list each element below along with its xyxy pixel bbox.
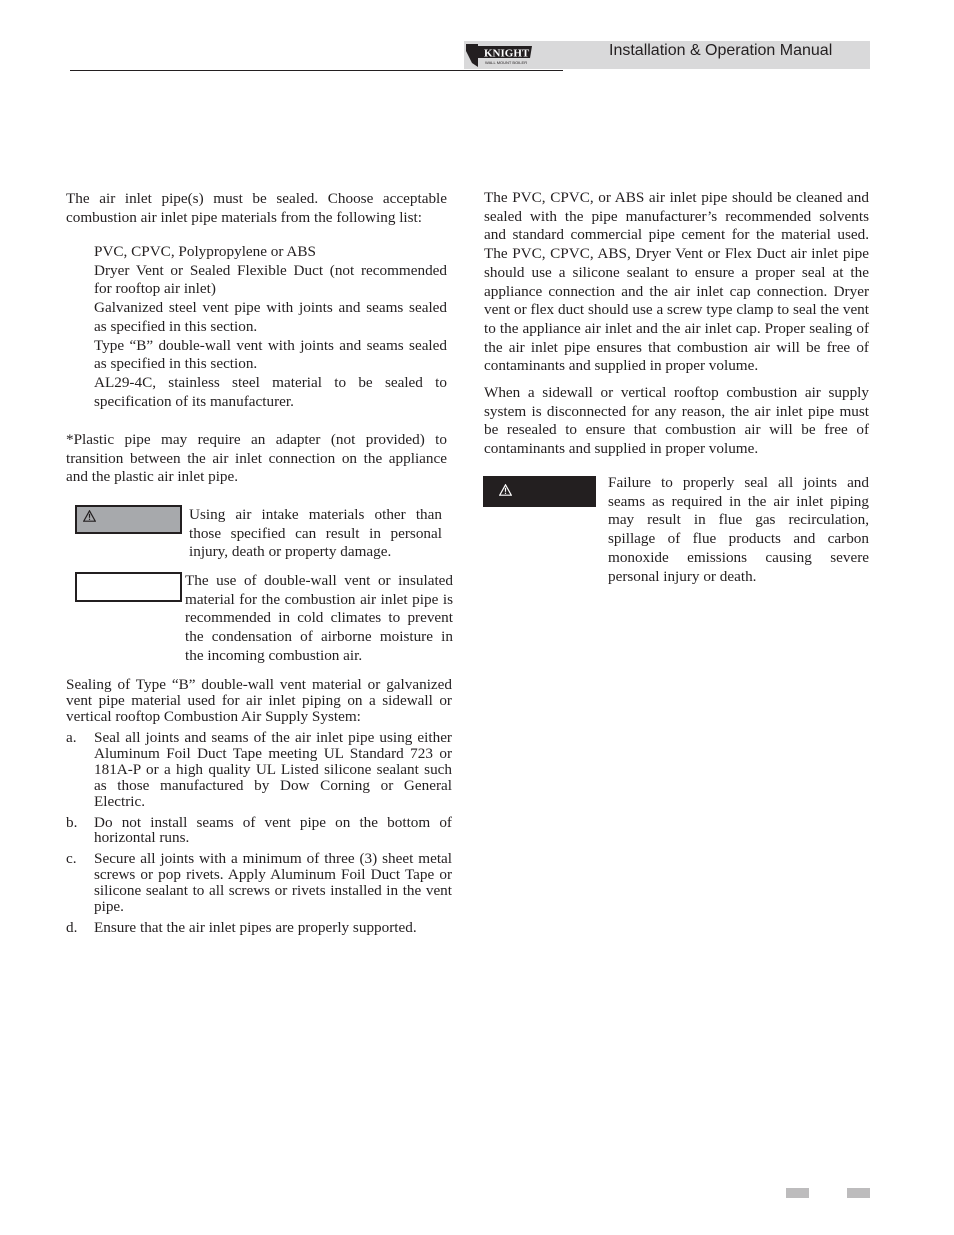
- warning-triangle-icon: [83, 510, 96, 522]
- intro-paragraph: The air inlet pipe(s) must be sealed. Choose acceptable combustion air inlet pipe materials from the following list:: [66, 190, 447, 226]
- sealing-paragraph: The PVC, CPVC, or ABS air inlet pipe should be cleaned and sealed with the pipe manufacturer’s recommended solvents and standard commercial pipe cement for the material used. The PVC, CPVC, ABS, Dryer Vent or Flex Duct air inlet pipe should use a silicone sealant to ensure a proper seal at the appliance connection and the air inlet cap connection. Dryer vent or flex duct should use a screw type clamp to seal the vent to the appliance air inlet and the air inlet cap. Proper sealing of the air inlet pipe ensures that combustion air will be free of contaminants and supplied in proper volume.: [484, 189, 869, 375]
- plastic-pipe-note: *Plastic pipe may require an adapter (not provided) to transition between the air inlet connection on the appliance and the plastic air inlet pipe.: [66, 431, 447, 486]
- caution-badge: [75, 505, 182, 534]
- step-item: [66, 920, 452, 936]
- list-item: Dryer Vent or Sealed Flexible Duct (not recommended for rooftop air inlet): [94, 261, 447, 298]
- step-text: Ensure that the air inlet pipes are properly supported.: [94, 918, 417, 936]
- step-letter: a.: [66, 729, 77, 746]
- step-letter: d.: [66, 918, 78, 936]
- step-item: [66, 730, 452, 810]
- list-item: PVC, CPVC, Polypropylene or ABS: [94, 243, 316, 260]
- step-text: Do not install seams of vent pipe on the bottom of horizontal runs.: [94, 813, 452, 847]
- logo-wordmark: KNIGHT: [484, 47, 530, 60]
- knight-logo: [464, 41, 536, 69]
- list-item: Galvanized steel vent pipe with joints and seams sealed as specified in this section.: [94, 299, 447, 335]
- list-item: AL29-4C, stainless steel material to be sealed to specification of its manufacturer.: [94, 373, 447, 410]
- manual-title: Installation & Operation Manual: [609, 42, 833, 59]
- step-letter: b.: [66, 813, 78, 831]
- header-divider: [70, 70, 563, 71]
- reseal-paragraph: When a sidewall or vertical rooftop combustion air supply system is disconnected for any reason, the air inlet pipe must be resealed to ensure that combustion air will be free of contaminants and supplied in proper volume.: [484, 384, 869, 458]
- footer-box-right: [847, 1188, 870, 1198]
- sealing-steps: [66, 730, 452, 936]
- footer-box-left: [786, 1188, 809, 1198]
- logo-subtext: WALL MOUNT BOILER: [485, 60, 528, 65]
- step-letter: c.: [66, 850, 77, 868]
- step-item: [66, 851, 452, 915]
- step-text: Seal all joints and seams of the air inlet pipe using either Aluminum Foil Duct Tape meeting UL Standard 723 or 181A-P or a high quality UL Listed silicone sealant such as those manufactured by Dow Corning or General Electric.: [94, 729, 452, 810]
- notice-text: The use of double-wall vent or insulated material for the combustion air inlet pipe is recommended in cold climates to prevent the condensation of airborne moisture in the incoming combustion air.: [185, 572, 453, 664]
- warning-text: Failure to properly seal all joints and seams as required in the air inlet piping may result in flue gas recirculation, spillage of flue products and carbon monoxide emissions causing severe personal injury or death.: [608, 474, 869, 585]
- sealing-intro: Sealing of Type “B” double-wall vent material or galvanized vent pipe material used for air inlet piping on a sidewall or vertical rooftop Combustion Air Supply System:: [66, 676, 452, 725]
- list-item: Type “B” double-wall vent with joints and seams sealed as specified in this section.: [94, 336, 447, 373]
- step-text: Secure all joints with a minimum of three (3) sheet metal screws or pop rivets. Apply Aluminum Foil Duct Tape or silicone sealant to all screws or rivets installed in the vent pipe.: [94, 850, 452, 916]
- warning-badge: [483, 476, 596, 507]
- warning-triangle-icon: [499, 484, 512, 496]
- step-item: [66, 815, 452, 847]
- materials-list: [94, 243, 447, 411]
- notice-badge: [75, 572, 182, 602]
- caution-text: Using air intake materials other than those specified can result in personal injury, death or property damage.: [189, 506, 442, 561]
